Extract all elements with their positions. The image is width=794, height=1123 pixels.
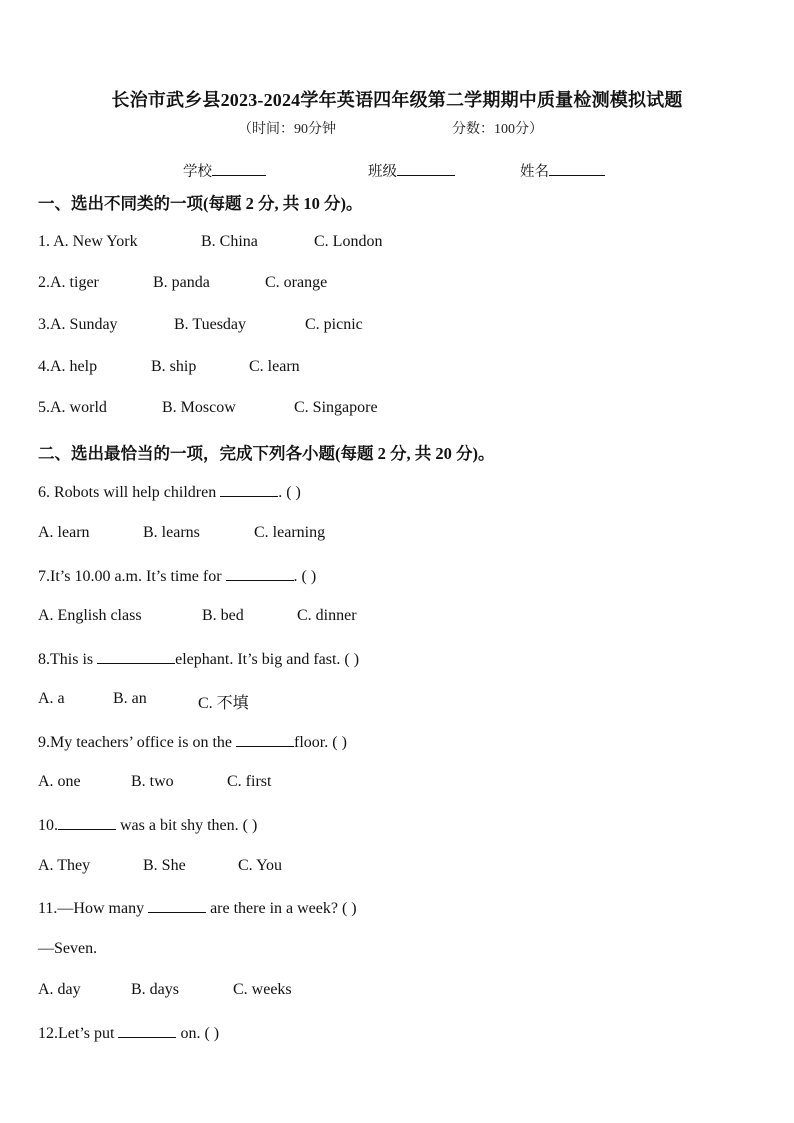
q8-option-b: B. an: [113, 690, 147, 707]
q10-blank[interactable]: [58, 815, 116, 830]
question-11: [38, 898, 357, 918]
q6-stem-start: 6. Robots will help children: [38, 484, 221, 501]
q11-stem-end: are there in a week? ( ): [206, 900, 357, 917]
class-label: 班级: [368, 164, 397, 180]
q11-option-c: C. weeks: [233, 981, 292, 998]
q10-option-c: C. You: [238, 857, 283, 874]
q8-option-c: C. 不填: [198, 695, 249, 712]
school-field: [183, 160, 266, 181]
q1-option-b: B. China: [201, 233, 258, 250]
page-title: 长治市武乡县2023-2024学年英语四年级第二学期期中质量检测模拟试题: [111, 90, 683, 110]
name-blank[interactable]: [549, 161, 605, 176]
q9-blank[interactable]: [236, 732, 294, 747]
q7-option-c: C. dinner: [297, 607, 357, 624]
q1-option-c: C. London: [314, 233, 383, 250]
q10-stem-end: was a bit shy then. ( ): [116, 817, 258, 834]
q5-option-c: C. Singapore: [294, 399, 378, 416]
q4-option-b: B. ship: [151, 358, 197, 375]
q7-option-a: A. English class: [38, 607, 142, 624]
q9-option-b: B. two: [131, 773, 174, 790]
name-field: [520, 160, 605, 181]
question-6: [38, 482, 301, 502]
q2-option-b: B. panda: [153, 274, 210, 291]
q1-option-a: 1. A. New York: [38, 233, 138, 250]
question-12: [38, 1023, 219, 1043]
q3-option-c: C. picnic: [305, 316, 363, 333]
q6-stem-end: . ( ): [278, 484, 301, 501]
q10-option-b: B. She: [143, 857, 186, 874]
question-10: [38, 815, 257, 835]
q11-option-b: B. days: [131, 981, 179, 998]
q4-option-c: C. learn: [249, 358, 300, 375]
class-field: [368, 160, 455, 181]
q12-blank[interactable]: [118, 1023, 176, 1038]
q9-stem-end: floor. ( ): [294, 734, 347, 751]
q8-stem-end: elephant. It’s big and fast. ( ): [175, 651, 360, 668]
school-label: 学校: [183, 164, 212, 180]
q8-option-a: A. a: [38, 690, 65, 707]
q6-option-c: C. learning: [254, 524, 326, 541]
q4-option-a: 4.A. help: [38, 358, 98, 375]
section1-heading: 一、选出不同类的一项(每题 2 分, 共 10 分)。: [38, 194, 363, 213]
q6-option-a: A. learn: [38, 524, 90, 541]
school-blank[interactable]: [212, 161, 266, 176]
q12-stem-end: on. ( ): [176, 1025, 220, 1042]
q3-option-b: B. Tuesday: [174, 316, 247, 333]
question-7: [38, 566, 316, 586]
question-8: [38, 649, 359, 669]
q6-option-b: B. learns: [143, 524, 200, 541]
q10-stem-start: 10.: [38, 817, 58, 834]
q11-stem-start: 11.—How many: [38, 900, 149, 917]
q10-option-a: A. They: [38, 857, 91, 874]
q7-blank[interactable]: [226, 566, 294, 581]
class-blank[interactable]: [397, 161, 455, 176]
q5-option-a: 5.A. world: [38, 399, 107, 416]
q8-blank[interactable]: [97, 649, 175, 664]
q6-blank[interactable]: [220, 482, 278, 497]
q7-stem-end: . ( ): [293, 568, 317, 585]
q9-option-a: A. one: [38, 773, 81, 790]
q11-blank[interactable]: [148, 898, 206, 913]
exam-time: （时间：90分钟: [238, 122, 336, 137]
q8-stem-start: 8.This is: [38, 651, 98, 668]
q2-option-a: 2.A. tiger: [38, 274, 99, 291]
q11-option-a: A. day: [38, 981, 81, 998]
q2-option-c: C. orange: [265, 274, 328, 291]
q5-option-b: B. Moscow: [162, 399, 236, 416]
section2-heading: 二、选出最恰当的一项，完成下列各小题(每题 2 分, 共 20 分)。: [38, 444, 495, 463]
q3-option-a: 3.A. Sunday: [38, 316, 118, 333]
q11-answer: —Seven.: [38, 940, 98, 957]
q7-stem-start: 7.It’s 10.00 a.m. It’s time for: [38, 568, 226, 585]
q12-stem-start: 12.Let’s put: [38, 1025, 119, 1042]
q9-option-c: C. first: [227, 773, 272, 790]
question-9: [38, 732, 347, 752]
q9-stem-start: 9.My teachers’ office is on the: [38, 734, 237, 751]
name-label: 姓名: [520, 164, 549, 180]
q7-option-b: B. bed: [202, 607, 244, 624]
exam-score: 分数：100分）: [452, 122, 543, 137]
